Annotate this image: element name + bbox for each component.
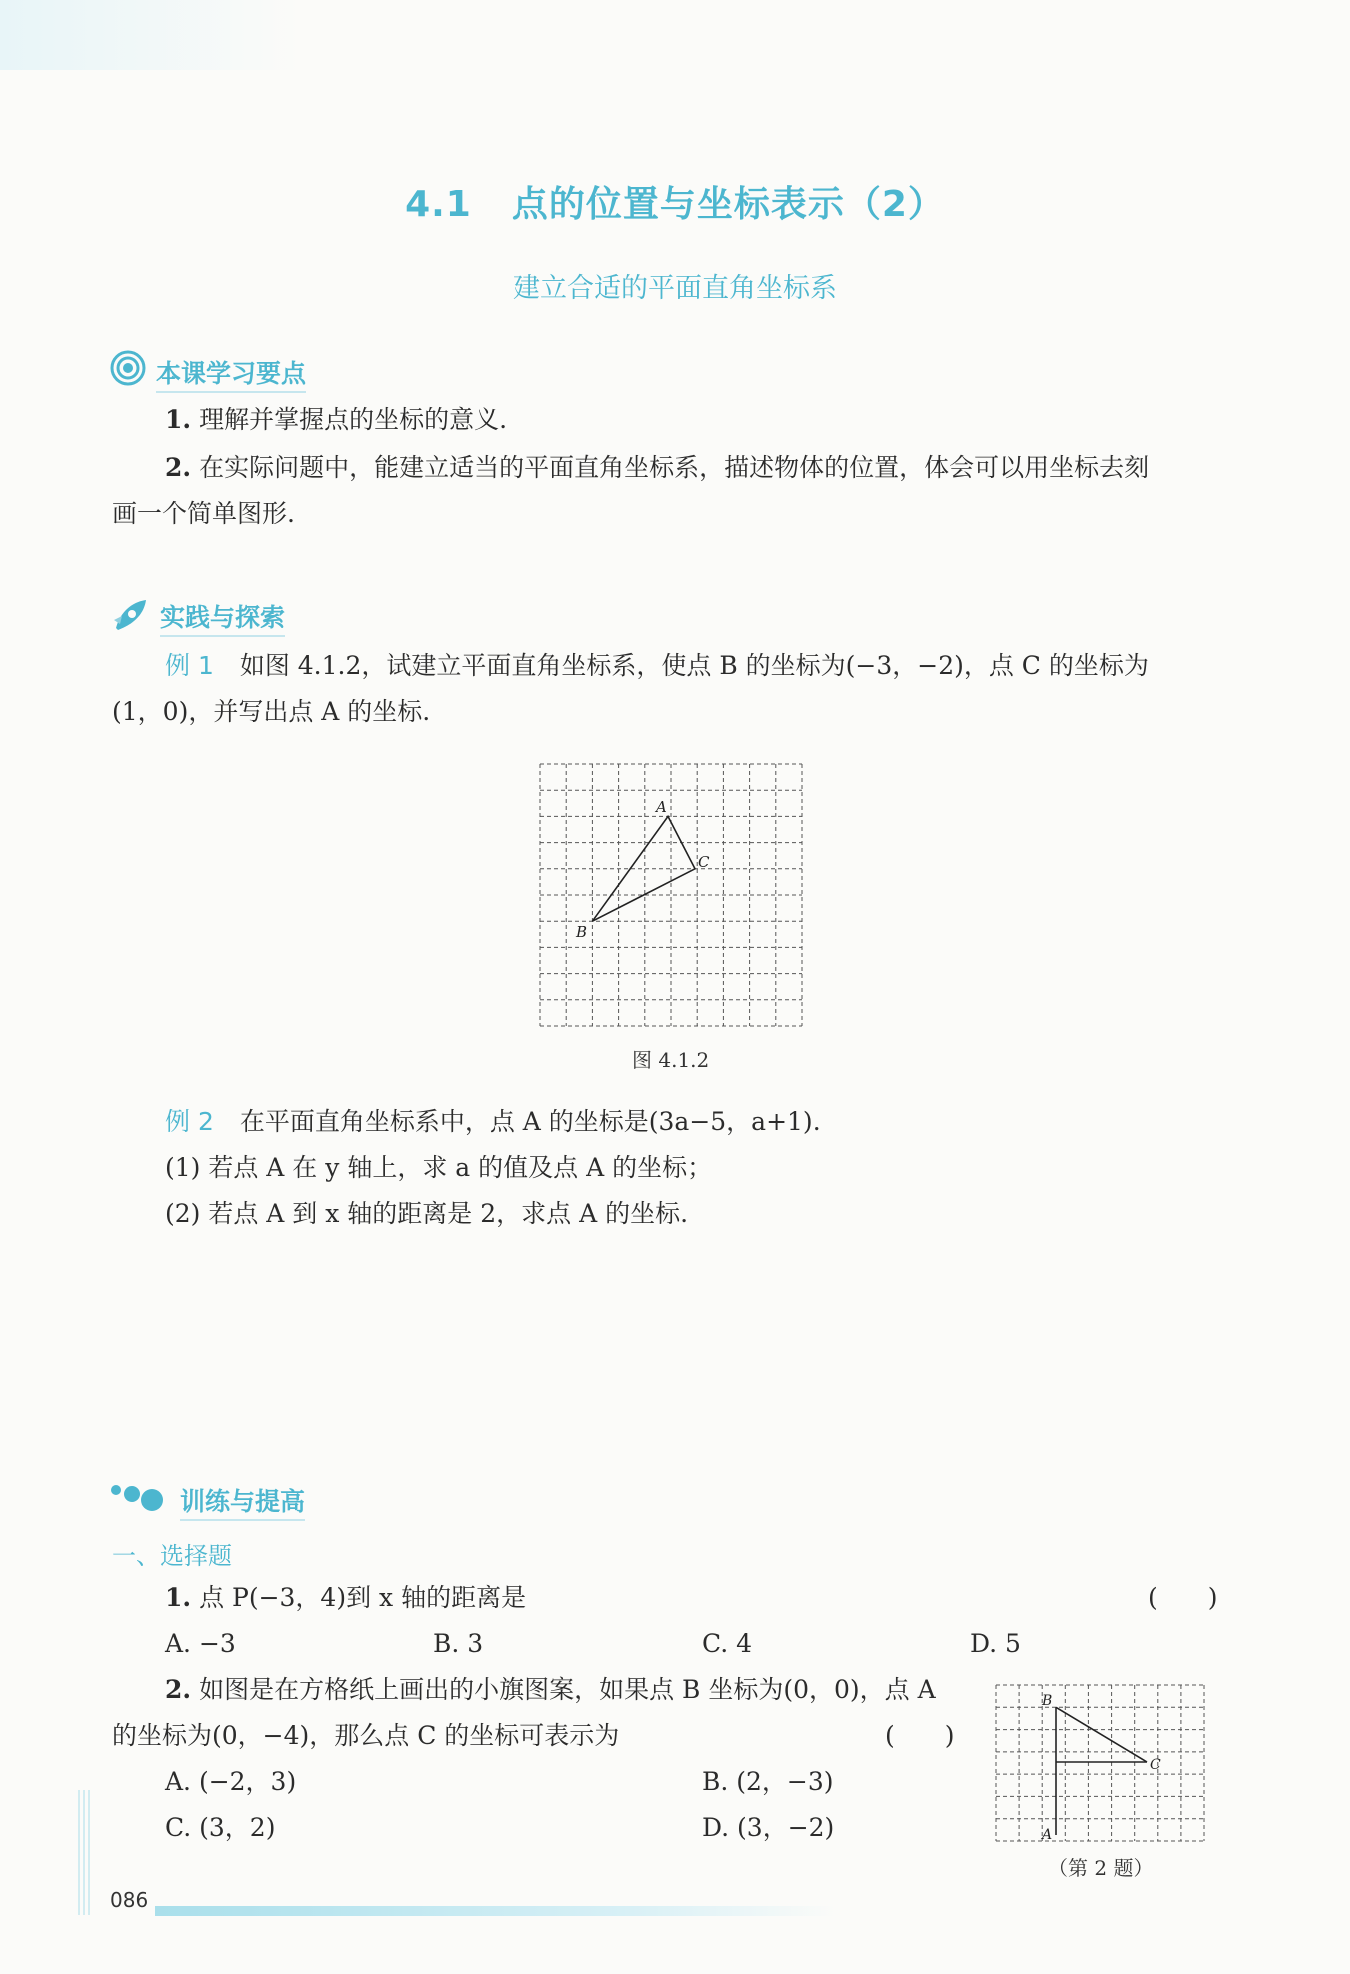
key-point-2-text: 在实际问题中，能建立适当的平面直角坐标系，描述物体的位置，体会可以用坐标去刻	[199, 453, 1150, 482]
question-1-option-b: B. 3	[433, 1629, 484, 1658]
footer-bar	[155, 1906, 835, 1916]
example-1-label: 例 1	[165, 651, 214, 680]
key-point-1-num: 1.	[165, 405, 192, 434]
key-point-2	[165, 450, 1149, 486]
key-point-1	[165, 402, 507, 438]
q2-point-label-b: B	[1042, 1693, 1053, 1709]
q2-point-label-a: A	[1042, 1827, 1053, 1843]
example-2-question-2: (2) 若点 A 到 x 轴的距离是 2，求点 A 的坐标.	[165, 1199, 689, 1228]
question-2-option-c: C. (3，2)	[165, 1813, 276, 1842]
question-1-text: 点 P(−3，4)到 x 轴的距离是	[199, 1583, 527, 1612]
title-text: 点的位置与坐标表示（2）	[511, 184, 945, 225]
corner-decoration	[0, 0, 300, 70]
rocket-icon	[110, 594, 150, 634]
key-point-1-text: 理解并掌握点的坐标的意义.	[199, 405, 508, 434]
q2-point-label-c: C	[1150, 1757, 1161, 1773]
key-point-2-continued: 画一个简单图形.	[112, 499, 295, 528]
question-2-line-1	[165, 1672, 936, 1708]
example-1-text: 如图 4.1.2，试建立平面直角坐标系，使点 B 的坐标为(−3，−2)，点 C 的坐标为	[239, 651, 1149, 680]
point-label-c: C	[698, 853, 710, 871]
example-2-question-1: (1) 若点 A 在 y 轴上，求 a 的值及点 A 的坐标；	[165, 1153, 713, 1182]
question-2-option-d: D. (3，−2)	[702, 1813, 835, 1842]
target-icon	[110, 350, 150, 390]
question-1-num: 1.	[165, 1583, 192, 1612]
question-2-figure	[994, 1683, 1206, 1843]
question-2-figure-caption: （第 2 题）	[1048, 1856, 1154, 1880]
question-1-answer-blank: ( )	[1148, 1583, 1218, 1612]
flag-shape	[1056, 1707, 1147, 1835]
question-1-option-c: C. 4	[702, 1629, 753, 1658]
key-points-label: 本课学习要点	[156, 354, 306, 393]
point-label-a: A	[656, 798, 667, 816]
practice-label: 实践与探索	[160, 598, 285, 637]
point-label-b: B	[576, 923, 588, 941]
figure-4-1-2	[536, 760, 806, 1030]
question-1-option-d: D. 5	[970, 1629, 1021, 1658]
question-2-option-a: A. (−2，3)	[165, 1767, 297, 1796]
triangle-abc	[592, 816, 695, 921]
example-2-text: 在平面直角坐标系中，点 A 的坐标是(3a−5，a+1).	[239, 1107, 821, 1136]
key-point-2-num: 2.	[165, 453, 192, 482]
page-subtitle: 建立合适的平面直角坐标系	[513, 273, 837, 304]
page-title	[0, 176, 1350, 227]
page-number: 086	[110, 1888, 149, 1912]
question-2-option-b: B. (2，−3)	[702, 1767, 834, 1796]
dots-icon	[110, 1478, 170, 1518]
margin-decoration	[78, 1790, 92, 1915]
question-2-line-2: 的坐标为(0，−4)，那么点 C 的坐标可表示为	[112, 1721, 620, 1750]
training-label: 训练与提高	[180, 1482, 305, 1521]
section-number: 4.1	[405, 184, 472, 225]
question-1-option-a: A. −3	[165, 1629, 236, 1658]
question-2-text: 如图是在方格纸上画出的小旗图案，如果点 B 坐标为(0，0)，点 A	[199, 1675, 936, 1704]
example-1-line-1	[165, 648, 1149, 684]
question-2-answer-blank: ( )	[885, 1721, 955, 1750]
example-1-line-2: (1，0)，并写出点 A 的坐标.	[112, 697, 431, 726]
figure-4-1-2-caption: 图 4.1.2	[632, 1048, 710, 1072]
question-2-num: 2.	[165, 1675, 192, 1704]
category-multiple-choice: 一、选择题	[112, 1542, 232, 1570]
example-2-line-1	[165, 1104, 821, 1140]
example-2-label: 例 2	[165, 1107, 214, 1136]
question-1	[165, 1580, 526, 1616]
